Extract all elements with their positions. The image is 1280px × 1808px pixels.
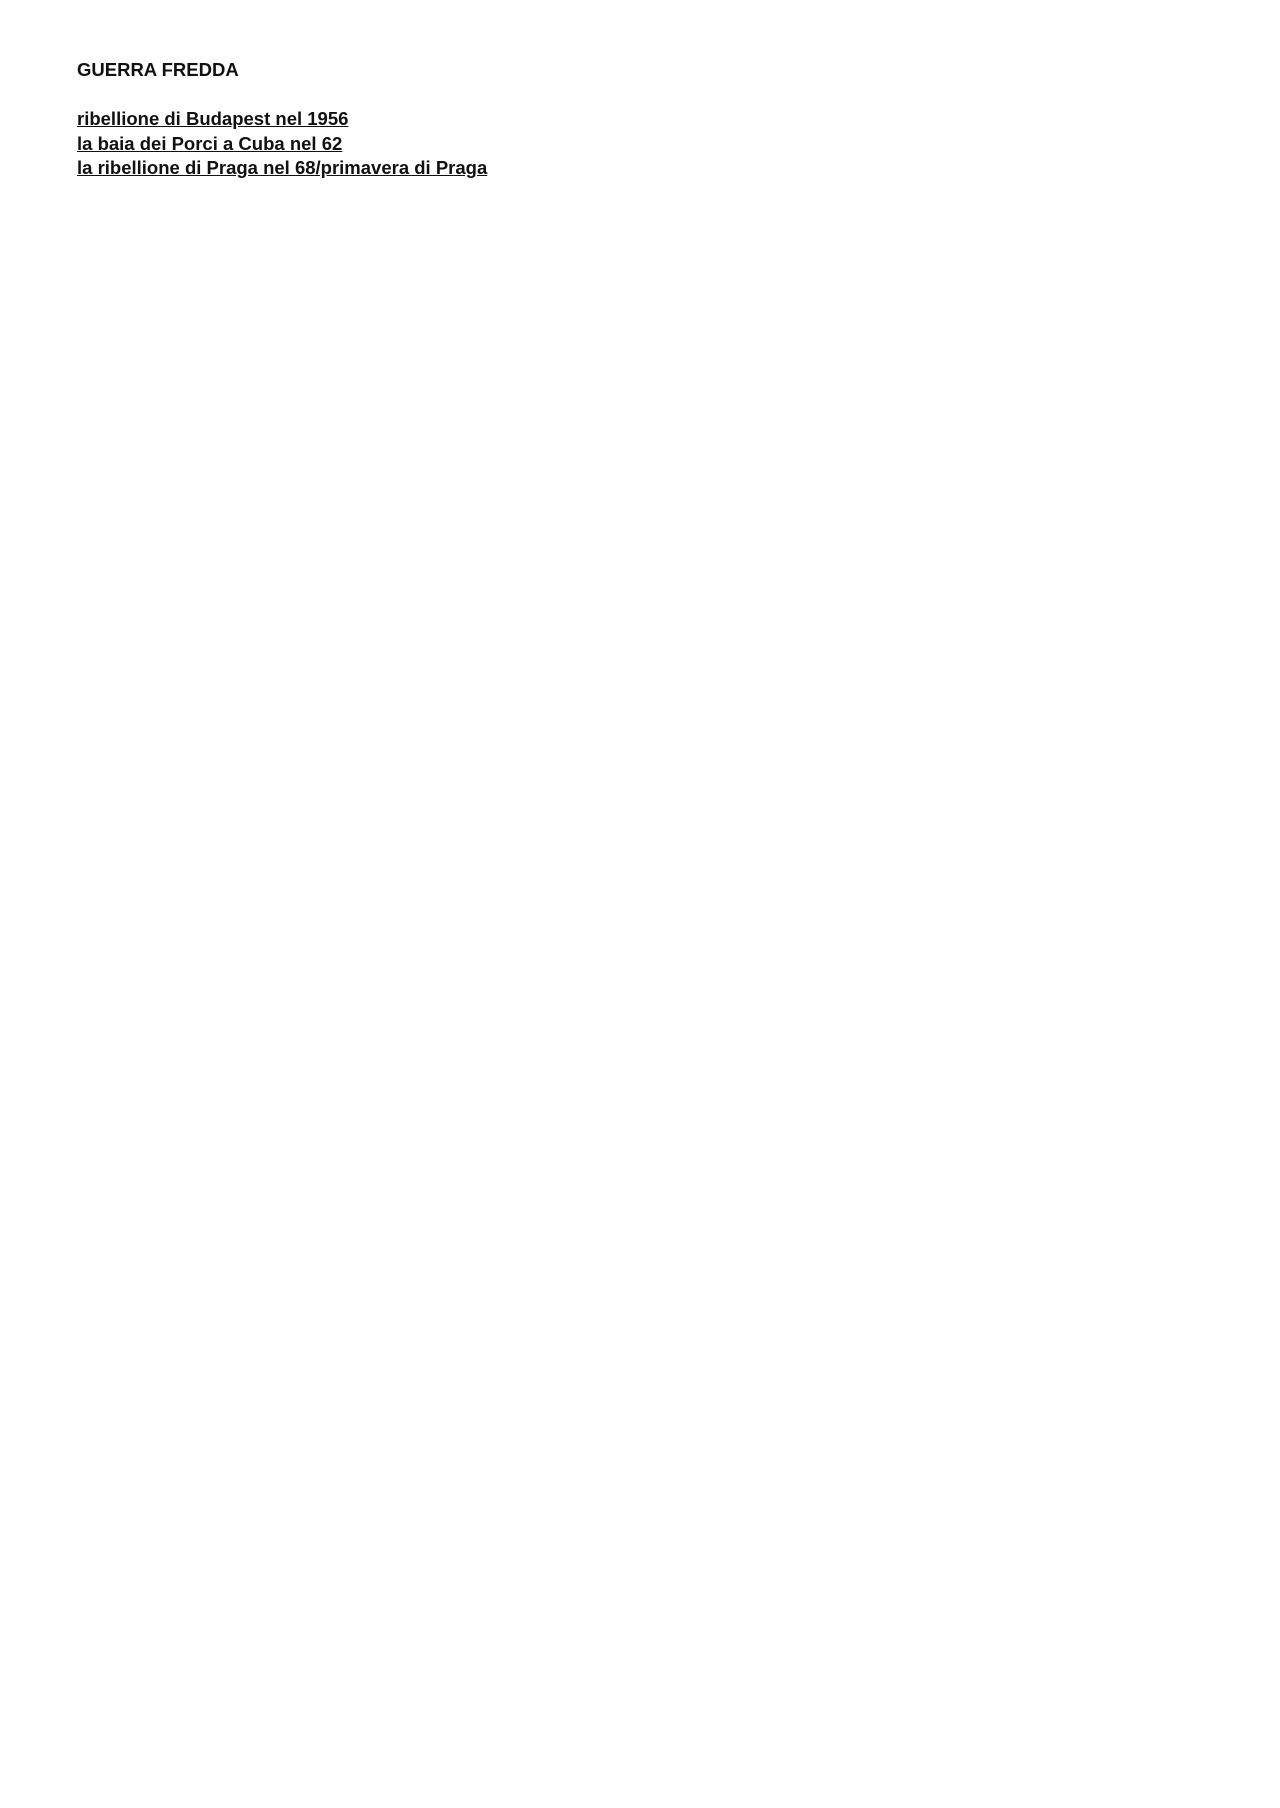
document-title: GUERRA FREDDA bbox=[77, 59, 239, 80]
section-heading-prague: la ribellione di Praga nel 68/primavera di Praga bbox=[77, 157, 488, 179]
paragraph-spacer bbox=[77, 83, 1210, 108]
section-heading-cuba: la baia dei Porci a Cuba nel 62 bbox=[77, 132, 343, 154]
section-heading-budapest: ribellione di Budapest nel 1956 bbox=[77, 108, 349, 130]
paragraph-spacer bbox=[77, 181, 1210, 206]
